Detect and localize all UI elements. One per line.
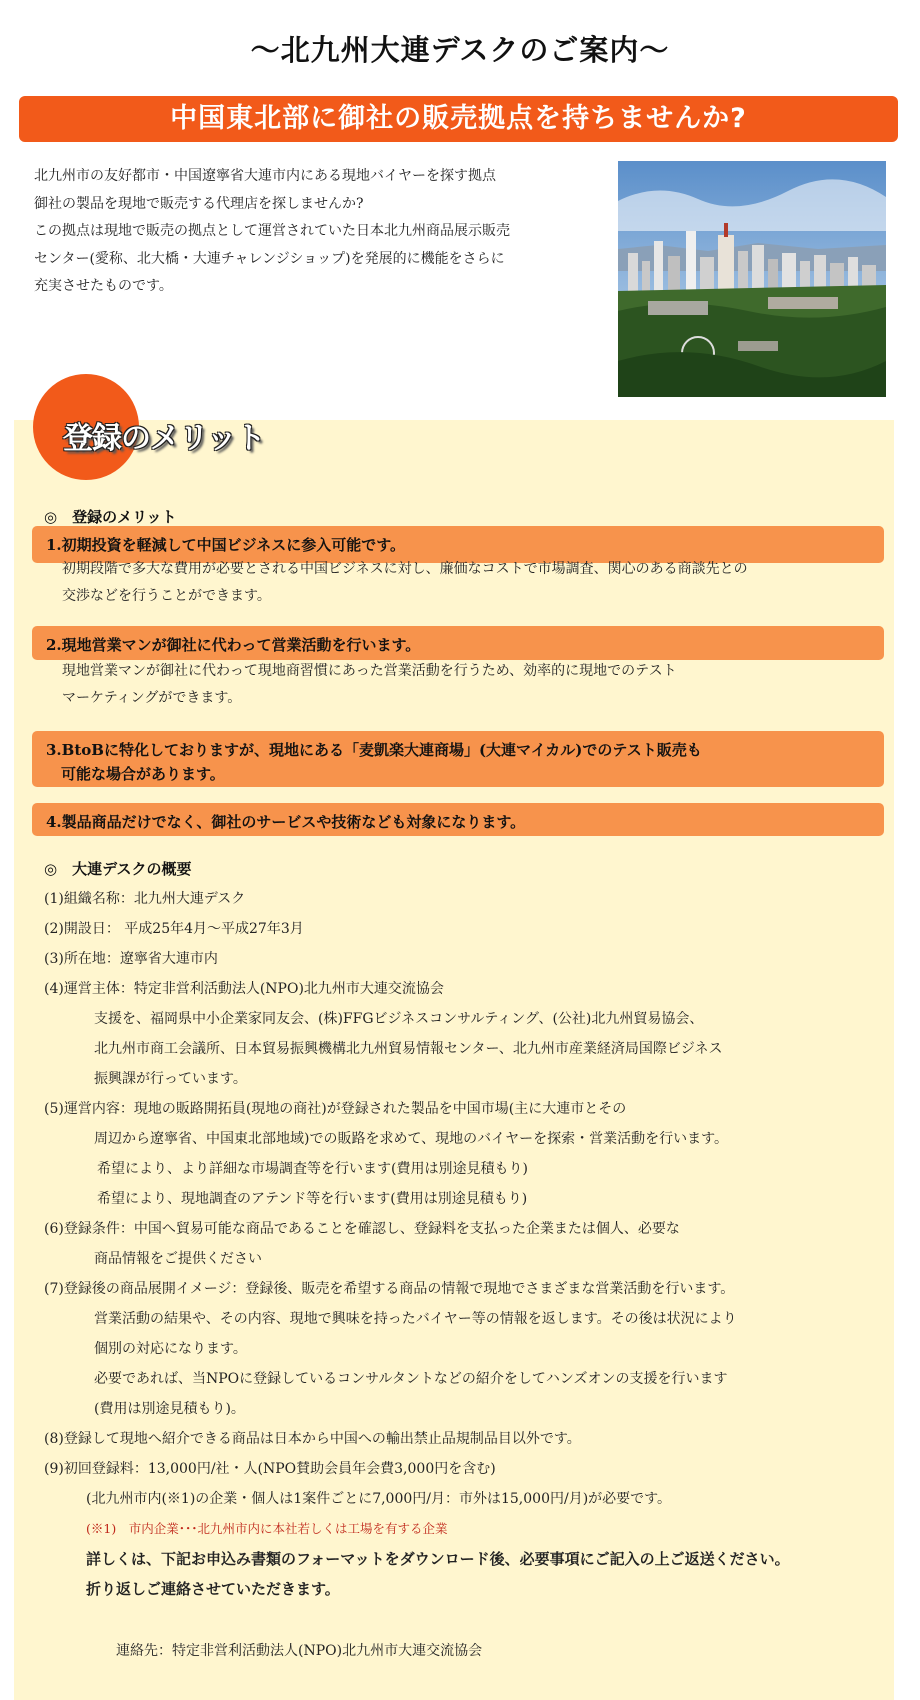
- overview-row: (4)運営主体：特定非営利活動法人(NPO)北九州市大連交流協会: [44, 981, 444, 997]
- intro-line: 御社の製品を現地で販売する代理店を探しませんか?: [34, 195, 364, 212]
- footnote-text: (※1) 市内企業･･･北九州市内に本社若しくは工場を有する企業: [86, 1521, 448, 1536]
- overview-heading: ◎ 大連デスクの概要: [44, 860, 192, 878]
- overview-row: (5)運営内容：現地の販路開拓員(現地の商社)が登録された製品を中国市場(主に大連市とその: [44, 1101, 627, 1117]
- merit-heading: ◎ 登録のメリット: [44, 508, 177, 526]
- overview-row: (8)登録して現地へ紹介できる商品は日本から中国への輸出禁止品規制品目以外です。: [44, 1431, 581, 1447]
- overview-row: (7)登録後の商品展開イメージ：登録後、販売を希望する商品の情報で現地でさまざまな営業活動を行います。: [44, 1281, 735, 1297]
- merit-title: 登録のメリット: [63, 421, 265, 456]
- merit-desc-line: 現地営業マンが御社に代わって現地商習慣にあった営業活動を行うため、効率的に現地でのテスト: [62, 663, 677, 679]
- overview-row: 営業活動の結果や、その内容、現地で興味を持ったバイヤー等の情報を返します。その後は状況により: [94, 1311, 737, 1327]
- intro-line: 北九州市の友好都市・中国遼寧省大連市内にある現地バイヤーを探す拠点: [34, 168, 496, 184]
- overview-row: (1)組織名称：北九州大連デスク: [44, 891, 246, 907]
- contact-text: 連絡先：特定非営利活動法人(NPO)北九州市大連交流協会: [116, 1643, 483, 1659]
- merit-title-line: 2.現地営業マンが御社に代わって営業活動を行います。: [46, 636, 421, 654]
- overview-row: 個別の対応になります。: [94, 1341, 247, 1357]
- merit-desc-line: 初期段階で多大な費用が必要とされる中国ビジネスに対し、廉価なコストで市場調査、関心のある商談先との: [62, 561, 748, 577]
- overview-row: 希望により、より詳細な市場調査等を行います(費用は別途見積もり): [97, 1161, 528, 1177]
- overview-row: (費用は別途見積もり)。: [94, 1401, 245, 1417]
- intro-line: センター(愛称、北大橋・大連チャレンジショップ)を発展的に機能をさらに: [34, 250, 505, 267]
- city-skyline-image: [618, 161, 886, 397]
- intro-text: [34, 163, 624, 301]
- overview-row: 支援を、福岡県中小企業家同友会、(株)FFGビジネスコンサルティング、(公社)北九州貿易協会、: [94, 1011, 704, 1027]
- page-title: ～北九州大連デスクのご案内～: [250, 33, 670, 67]
- overview-row: 周辺から遼寧省、中国東北部地域)での販路を求めて、現地のバイヤーを探索・営業活動を行います。: [94, 1131, 729, 1147]
- dalian-city-photo: [618, 161, 886, 397]
- overview-row: (3)所在地：遼寧省大連市内: [44, 951, 218, 967]
- merit-desc-1: [62, 556, 748, 610]
- overview-row: (6)登録条件：中国へ貿易可能な商品であることを確認し、登録料を支払った企業または個人、必要な: [44, 1221, 680, 1237]
- intro-line: 充実させたものです。: [34, 278, 173, 294]
- merit-bar-4: [32, 803, 884, 836]
- overview-row: (北九州市内(※1)の企業・個人は1案件ごとに7,000円/月：市外は15,000円/月)が必要です。: [86, 1491, 672, 1507]
- overview-row: 振興課が行っています。: [94, 1071, 247, 1087]
- merit-bar-2: [32, 626, 884, 660]
- overview-row: 北九州市商工会議所、日本貿易振興機構北九州貿易情報センター、北九州市産業経済局国際ビジネス: [94, 1041, 723, 1057]
- merit-bar-3: [32, 731, 884, 787]
- overview-list: [44, 888, 874, 1608]
- merit-desc-2: [62, 658, 677, 712]
- instruction-text: 折り返しご連絡させていただきます。: [86, 1580, 340, 1598]
- overview-row: 希望により、現地調査のアテンド等を行います(費用は別途見積もり): [97, 1191, 528, 1207]
- merit-title-line: 4.製品商品だけでなく、御社のサービスや技術なども対象になります。: [46, 813, 526, 831]
- merit-title-line: 3.BtoBに特化しておりますが、現地にある「麦凱楽大連商場」(大連マイカル)でのテスト販売も: [46, 741, 702, 759]
- merit-title-line: 1.初期投資を軽減して中国ビジネスに参入可能です。: [46, 536, 406, 554]
- headline-banner: 中国東北部に御社の販売拠点を持ちませんか?: [19, 96, 898, 142]
- intro-line: この拠点は現地で販売の拠点として運営されていた日本北九州商品展示販売: [34, 223, 510, 239]
- merit-title-line: 可能な場合があります。: [46, 765, 225, 783]
- merit-desc-line: マーケティングができます。: [62, 690, 242, 706]
- overview-row: (2)開設日： 平成25年4月～平成27年3月: [44, 921, 304, 937]
- overview-row: (9)初回登録料：13,000円/社・人(NPO賛助会員年会費3,000円を含む): [44, 1461, 496, 1477]
- overview-row: 必要であれば、当NPOに登録しているコンサルタントなどの紹介をしてハンズオンの支援を行います: [94, 1371, 728, 1387]
- instruction-text: 詳しくは、下記お申込み書類のフォーマットをダウンロード後、必要事項にご記入の上ご返送ください。: [86, 1550, 790, 1568]
- overview-row: 商品情報をご提供ください: [94, 1251, 262, 1267]
- merit-desc-line: 交渉などを行うことができます。: [62, 588, 271, 604]
